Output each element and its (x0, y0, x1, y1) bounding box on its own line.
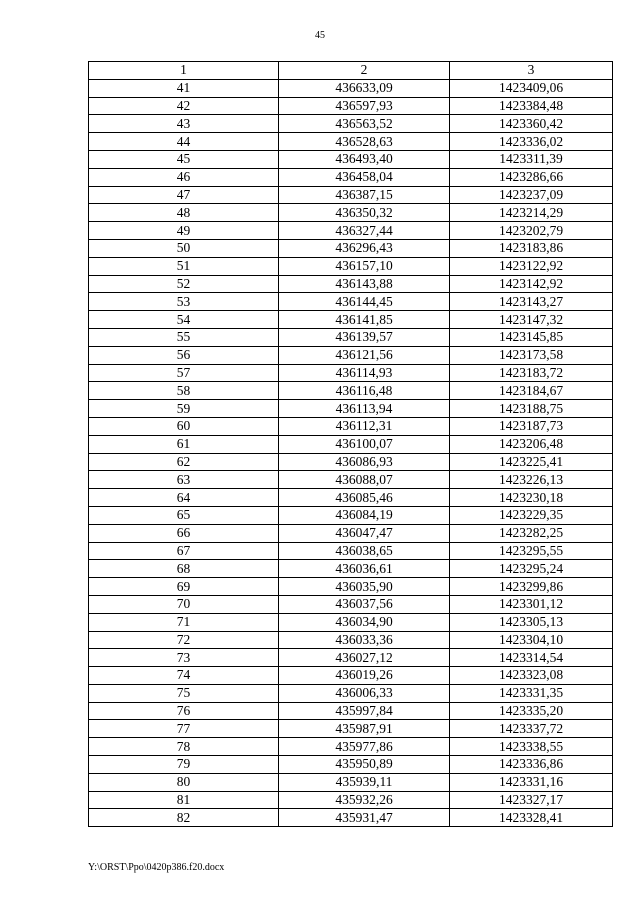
table-row (89, 453, 613, 471)
x-coordinate-cell: 435977,86 (279, 738, 450, 756)
y-coordinate-cell: 1423328,41 (450, 809, 613, 827)
x-coordinate-cell: 436036,61 (279, 560, 450, 578)
table-row (89, 168, 613, 186)
y-coordinate-cell: 1423360,42 (450, 115, 613, 133)
table-row (89, 293, 613, 311)
table-row (89, 257, 613, 275)
point-number-cell: 82 (89, 809, 279, 827)
x-coordinate-cell: 436086,93 (279, 453, 450, 471)
y-coordinate-cell: 1423335,20 (450, 702, 613, 720)
point-number-cell: 53 (89, 293, 279, 311)
point-number-cell: 78 (89, 738, 279, 756)
y-coordinate-cell: 1423187,73 (450, 417, 613, 435)
x-coordinate-cell: 436296,43 (279, 239, 450, 257)
y-coordinate-cell: 1423173,58 (450, 346, 613, 364)
point-number-cell: 49 (89, 222, 279, 240)
point-number-cell: 63 (89, 471, 279, 489)
y-coordinate-cell: 1423282,25 (450, 524, 613, 542)
table-row (89, 578, 613, 596)
point-number-cell: 77 (89, 720, 279, 738)
y-coordinate-cell: 1423305,13 (450, 613, 613, 631)
point-number-cell: 47 (89, 186, 279, 204)
table-body (89, 79, 613, 826)
column-header-2: 2 (279, 62, 450, 80)
y-coordinate-cell: 1423202,79 (450, 222, 613, 240)
x-coordinate-cell: 436084,19 (279, 506, 450, 524)
x-coordinate-cell: 436144,45 (279, 293, 450, 311)
table-row (89, 364, 613, 382)
table-row (89, 133, 613, 151)
point-number-cell: 59 (89, 400, 279, 418)
table-row (89, 311, 613, 329)
point-number-cell: 58 (89, 382, 279, 400)
y-coordinate-cell: 1423299,86 (450, 578, 613, 596)
point-number-cell: 75 (89, 684, 279, 702)
point-number-cell: 51 (89, 257, 279, 275)
x-coordinate-cell: 436633,09 (279, 79, 450, 97)
table-header-row (89, 62, 613, 80)
x-coordinate-cell: 436327,44 (279, 222, 450, 240)
page-number: 45 (315, 30, 325, 41)
y-coordinate-cell: 1423286,66 (450, 168, 613, 186)
table-row (89, 186, 613, 204)
y-coordinate-cell: 1423145,85 (450, 328, 613, 346)
point-number-cell: 60 (89, 417, 279, 435)
x-coordinate-cell: 436563,52 (279, 115, 450, 133)
point-number-cell: 73 (89, 649, 279, 667)
coordinates-table (88, 61, 613, 827)
x-coordinate-cell: 436458,04 (279, 168, 450, 186)
table-row (89, 506, 613, 524)
point-number-cell: 65 (89, 506, 279, 524)
y-coordinate-cell: 1423183,72 (450, 364, 613, 382)
y-coordinate-cell: 1423336,86 (450, 756, 613, 774)
footer-file-path: Y:\ORST\Ppo\0420p386.f20.docx (88, 862, 225, 873)
y-coordinate-cell: 1423295,55 (450, 542, 613, 560)
x-coordinate-cell: 435939,11 (279, 773, 450, 791)
x-coordinate-cell: 436493,40 (279, 150, 450, 168)
table-row (89, 756, 613, 774)
table-row (89, 809, 613, 827)
table-row (89, 524, 613, 542)
point-number-cell: 57 (89, 364, 279, 382)
table-row (89, 417, 613, 435)
table-row (89, 97, 613, 115)
y-coordinate-cell: 1423295,24 (450, 560, 613, 578)
x-coordinate-cell: 436143,88 (279, 275, 450, 293)
y-coordinate-cell: 1423337,72 (450, 720, 613, 738)
y-coordinate-cell: 1423122,92 (450, 257, 613, 275)
x-coordinate-cell: 436006,33 (279, 684, 450, 702)
y-coordinate-cell: 1423226,13 (450, 471, 613, 489)
y-coordinate-cell: 1423229,35 (450, 506, 613, 524)
x-coordinate-cell: 436033,36 (279, 631, 450, 649)
table-row (89, 328, 613, 346)
point-number-cell: 52 (89, 275, 279, 293)
y-coordinate-cell: 1423301,12 (450, 595, 613, 613)
table-row (89, 773, 613, 791)
point-number-cell: 64 (89, 489, 279, 507)
point-number-cell: 42 (89, 97, 279, 115)
table-row (89, 150, 613, 168)
table-row (89, 560, 613, 578)
table-row (89, 79, 613, 97)
x-coordinate-cell: 435931,47 (279, 809, 450, 827)
table-row (89, 471, 613, 489)
point-number-cell: 48 (89, 204, 279, 222)
table-row (89, 720, 613, 738)
point-number-cell: 76 (89, 702, 279, 720)
point-number-cell: 71 (89, 613, 279, 631)
point-number-cell: 70 (89, 595, 279, 613)
y-coordinate-cell: 1423214,29 (450, 204, 613, 222)
x-coordinate-cell: 436157,10 (279, 257, 450, 275)
x-coordinate-cell: 436350,32 (279, 204, 450, 222)
y-coordinate-cell: 1423311,39 (450, 150, 613, 168)
point-number-cell: 45 (89, 150, 279, 168)
table-row (89, 595, 613, 613)
y-coordinate-cell: 1423327,17 (450, 791, 613, 809)
point-number-cell: 62 (89, 453, 279, 471)
point-number-cell: 61 (89, 435, 279, 453)
point-number-cell: 54 (89, 311, 279, 329)
x-coordinate-cell: 436035,90 (279, 578, 450, 596)
point-number-cell: 79 (89, 756, 279, 774)
table-row (89, 667, 613, 685)
y-coordinate-cell: 1423323,08 (450, 667, 613, 685)
y-coordinate-cell: 1423188,75 (450, 400, 613, 418)
table-row (89, 400, 613, 418)
x-coordinate-cell: 435997,84 (279, 702, 450, 720)
table-row (89, 542, 613, 560)
point-number-cell: 66 (89, 524, 279, 542)
x-coordinate-cell: 436038,65 (279, 542, 450, 560)
table-row (89, 631, 613, 649)
x-coordinate-cell: 436139,57 (279, 328, 450, 346)
y-coordinate-cell: 1423409,06 (450, 79, 613, 97)
y-coordinate-cell: 1423183,86 (450, 239, 613, 257)
point-number-cell: 67 (89, 542, 279, 560)
x-coordinate-cell: 436114,93 (279, 364, 450, 382)
table-row (89, 346, 613, 364)
table-row (89, 649, 613, 667)
table-row (89, 684, 613, 702)
table-row (89, 382, 613, 400)
point-number-cell: 80 (89, 773, 279, 791)
y-coordinate-cell: 1423225,41 (450, 453, 613, 471)
x-coordinate-cell: 436085,46 (279, 489, 450, 507)
x-coordinate-cell: 436019,26 (279, 667, 450, 685)
y-coordinate-cell: 1423206,48 (450, 435, 613, 453)
column-header-1: 1 (89, 62, 279, 80)
x-coordinate-cell: 435987,91 (279, 720, 450, 738)
point-number-cell: 72 (89, 631, 279, 649)
table-row (89, 275, 613, 293)
point-number-cell: 69 (89, 578, 279, 596)
table-row (89, 239, 613, 257)
table-row (89, 738, 613, 756)
x-coordinate-cell: 436034,90 (279, 613, 450, 631)
point-number-cell: 56 (89, 346, 279, 364)
x-coordinate-cell: 436112,31 (279, 417, 450, 435)
x-coordinate-cell: 436113,94 (279, 400, 450, 418)
point-number-cell: 55 (89, 328, 279, 346)
table-row (89, 115, 613, 133)
point-number-cell: 50 (89, 239, 279, 257)
y-coordinate-cell: 1423143,27 (450, 293, 613, 311)
x-coordinate-cell: 436141,85 (279, 311, 450, 329)
y-coordinate-cell: 1423336,02 (450, 133, 613, 151)
table-row (89, 204, 613, 222)
y-coordinate-cell: 1423230,18 (450, 489, 613, 507)
y-coordinate-cell: 1423384,48 (450, 97, 613, 115)
x-coordinate-cell: 436121,56 (279, 346, 450, 364)
y-coordinate-cell: 1423147,32 (450, 311, 613, 329)
table-row (89, 222, 613, 240)
x-coordinate-cell: 436387,15 (279, 186, 450, 204)
x-coordinate-cell: 436116,48 (279, 382, 450, 400)
y-coordinate-cell: 1423184,67 (450, 382, 613, 400)
y-coordinate-cell: 1423314,54 (450, 649, 613, 667)
point-number-cell: 74 (89, 667, 279, 685)
table-row (89, 489, 613, 507)
y-coordinate-cell: 1423331,35 (450, 684, 613, 702)
table-row (89, 791, 613, 809)
point-number-cell: 43 (89, 115, 279, 133)
x-coordinate-cell: 436027,12 (279, 649, 450, 667)
x-coordinate-cell: 436047,47 (279, 524, 450, 542)
table-row (89, 613, 613, 631)
y-coordinate-cell: 1423338,55 (450, 738, 613, 756)
y-coordinate-cell: 1423304,10 (450, 631, 613, 649)
y-coordinate-cell: 1423331,16 (450, 773, 613, 791)
y-coordinate-cell: 1423142,92 (450, 275, 613, 293)
point-number-cell: 68 (89, 560, 279, 578)
y-coordinate-cell: 1423237,09 (450, 186, 613, 204)
x-coordinate-cell: 436100,07 (279, 435, 450, 453)
x-coordinate-cell: 436037,56 (279, 595, 450, 613)
point-number-cell: 41 (89, 79, 279, 97)
point-number-cell: 44 (89, 133, 279, 151)
x-coordinate-cell: 435950,89 (279, 756, 450, 774)
x-coordinate-cell: 436088,07 (279, 471, 450, 489)
x-coordinate-cell: 435932,26 (279, 791, 450, 809)
point-number-cell: 46 (89, 168, 279, 186)
table-row (89, 702, 613, 720)
x-coordinate-cell: 436597,93 (279, 97, 450, 115)
table-row (89, 435, 613, 453)
x-coordinate-cell: 436528,63 (279, 133, 450, 151)
column-header-3: 3 (450, 62, 613, 80)
point-number-cell: 81 (89, 791, 279, 809)
